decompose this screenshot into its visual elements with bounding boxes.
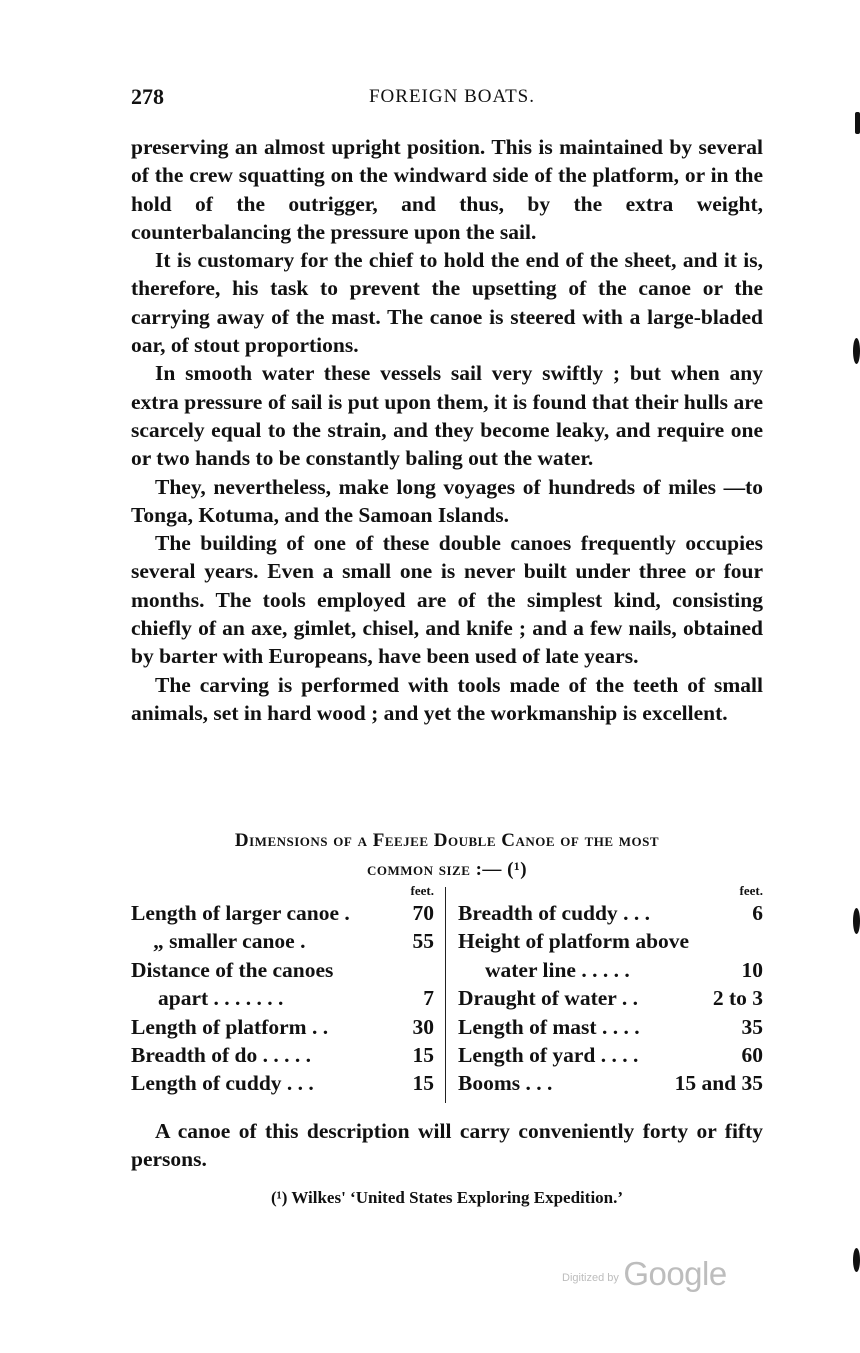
row-value: 15	[412, 1042, 434, 1067]
row-label: Length of cuddy . . .	[131, 1071, 314, 1096]
table-row	[458, 1013, 763, 1041]
row-value: 7	[423, 986, 434, 1011]
row-label: Length of platform . .	[131, 1014, 329, 1039]
unit-label: feet.	[739, 883, 763, 898]
scan-edge-mark	[853, 908, 860, 934]
table-row	[131, 956, 434, 984]
row-value: 70	[412, 901, 434, 925]
row-label: Breadth of do . . . . .	[131, 1042, 311, 1067]
page-number: 278	[131, 84, 164, 109]
table-row	[458, 1069, 763, 1097]
table-caption-line: Dimensions of a Feejee Double Canoe of the most	[234, 830, 660, 851]
row-value: 2 to 3	[712, 986, 763, 1011]
row-label: Height of platform above	[458, 929, 690, 954]
row-label: Length of yard . . . .	[458, 1042, 639, 1067]
row-label: Booms . . .	[458, 1071, 553, 1096]
body-text	[131, 133, 763, 727]
table-row	[458, 927, 763, 955]
paragraph: In smooth water these vessels sail very swiftly ; but when any extra pressure of sail is put upon them, it is found that their hulls are scarcely equal to the strain, and they become leaky, and require one or two hands to be constantly baling out the water.	[131, 361, 763, 471]
unit-label: feet.	[410, 883, 434, 898]
row-label: Length of larger canoe .	[131, 901, 350, 925]
row-label: apart . . . . . . .	[158, 986, 284, 1011]
table-row	[458, 1041, 763, 1069]
table-row	[131, 927, 434, 955]
row-label: Distance of the canoes	[131, 957, 334, 982]
row-value: 60	[741, 1042, 763, 1067]
row-value: 35	[741, 1014, 763, 1039]
column-divider	[445, 887, 446, 1103]
table-row	[458, 956, 763, 984]
table-row	[131, 1041, 434, 1069]
table-column-left	[131, 883, 434, 1098]
row-value: 10	[741, 957, 763, 982]
table-column-right	[458, 883, 763, 1098]
paragraph: A canoe of this description will carry conveniently forty or fifty persons.	[131, 1119, 763, 1172]
watermark-prefix: Digitized by	[562, 1272, 619, 1284]
row-label: Length of mast . . . .	[458, 1014, 640, 1039]
table-row	[131, 899, 434, 927]
scan-edge-mark	[855, 112, 860, 134]
row-value: 30	[412, 1014, 434, 1039]
table-row	[131, 984, 434, 1012]
paragraph: It is customary for the chief to hold the end of the sheet, and it is, therefore, his task to prevent the upsetting of the canoe or the carrying away of the mast. The canoe is steered with a large-bladed oar, of stout proportions.	[131, 248, 763, 358]
paragraph: The carving is performed with tools made of the teeth of small animals, set in hard wood ; and yet the workmanship is excellent.	[131, 672, 763, 725]
table-row	[131, 1013, 434, 1041]
row-label: „ smaller canoe .	[153, 929, 306, 954]
row-label: water line . . . . .	[485, 957, 630, 982]
row-label: Draught of water . .	[458, 986, 638, 1011]
google-logo: Google	[623, 1255, 727, 1292]
table-caption-line: common size :— (¹)	[366, 859, 528, 880]
digitized-watermark	[562, 1255, 727, 1293]
table-row	[458, 899, 763, 927]
row-value: 15	[412, 1071, 434, 1096]
row-label: Breadth of cuddy . . .	[458, 901, 650, 925]
dimensions-table	[131, 883, 763, 1103]
paragraph: They, nevertheless, make long voyages of hundreds of miles —to Tonga, Kotuma, and the Samoan Islands.	[131, 474, 763, 527]
paragraph: The building of one of these double canoes frequently occupies several years. Even a small one is never built under three or four months. The tools employed are of the simplest kind, consisting chiefly of an axe, gimlet, chisel, and knife ; and a few nails, obtained by barter with Europeans, have been used of late years.	[131, 531, 763, 669]
table-row	[131, 1069, 434, 1097]
running-title: FOREIGN BOATS.	[368, 86, 536, 107]
row-value: 55	[412, 929, 434, 954]
row-value: 15 and 35	[674, 1071, 763, 1096]
scan-edge-mark	[853, 338, 860, 364]
closing-text	[131, 1117, 763, 1174]
scan-edge-mark	[853, 1248, 860, 1272]
row-value: 6	[752, 901, 763, 925]
footnote: (¹) Wilkes' ‘United States Exploring Expedition.’	[270, 1188, 624, 1207]
table-row	[458, 984, 763, 1012]
page-header	[131, 84, 763, 114]
paragraph: preserving an almost upright position. This is maintained by several of the crew squatting on the windward side of the platform, or in the hold of the outrigger, and thus, by the extra weight, counterbalancing the pressure upon the sail.	[131, 135, 763, 244]
table-caption	[131, 826, 763, 884]
